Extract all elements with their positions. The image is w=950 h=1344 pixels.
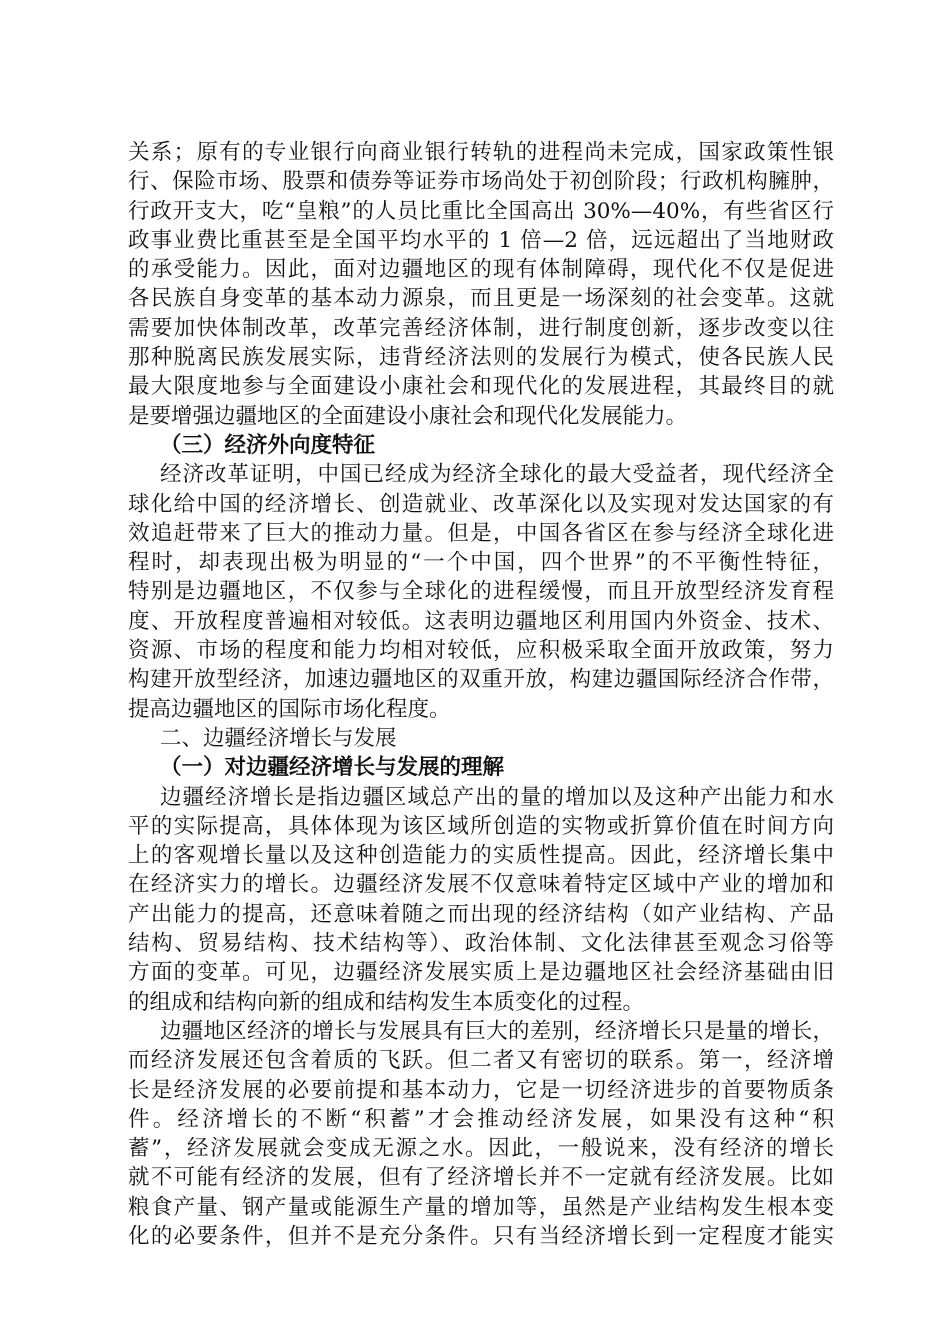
text-line: 平的实际提高，具体体现为该区域所创造的实物或折算价值在时间方向 [128, 813, 834, 839]
text-line: 提高边疆地区的国际市场化程度。 [128, 696, 451, 722]
text-line: 构建开放型经济，加速边疆地区的双重开放，构建边疆国际经济合作带， [128, 667, 834, 693]
document-body [128, 138, 834, 1251]
text-line: 结构、贸易结构、技术结构等）、政治体制、文化法律甚至观念习俗等 [128, 931, 834, 957]
text-line: 需要加快体制改革，改革完善经济体制，进行制度创新，逐步改变以往 [128, 315, 834, 341]
text-line: 经济改革证明，中国已经成为经济全球化的最大受益者，现代经济全 [160, 462, 834, 488]
text-line: 球化给中国的经济增长、创造就业、改革深化以及实现对发达国家的有 [128, 491, 834, 517]
text-line: 件。经济增长的不断“积蓄”才会推动经济发展，如果没有这种“积 [128, 1106, 834, 1132]
text-line: 程时，却表现出极为明显的“一个中国，四个世界”的不平衡性特征， [128, 550, 834, 576]
text-line: 化的必要条件，但并不是充分条件。只有当经济增长到一定程度才能实 [128, 1223, 834, 1249]
text-line: 方面的变革。可见，边疆经济发展实质上是边疆地区社会经济基础由旧 [128, 960, 834, 986]
text-line: 在经济实力的增长。边疆经济发展不仅意味着特定区域中产业的增加和 [128, 872, 834, 898]
text-line: 各民族自身变革的基本动力源泉，而且更是一场深刻的社会变革。这就 [128, 286, 834, 312]
text-line: 最大限度地参与全面建设小康社会和现代化的发展进程，其最终目的就 [128, 374, 834, 400]
section-heading: （一）对边疆经济增长与发展的理解 [160, 755, 505, 781]
text-line: 产出能力的提高，还意味着随之而出现的经济结构（如产业结构、产品 [128, 901, 834, 927]
paragraph-growth-definition [128, 783, 834, 1017]
text-line: 而经济发展还包含着质的飞跃。但二者又有密切的联系。第一，经济增 [128, 1048, 834, 1074]
text-line: 的组成和结构向新的组成和结构发生本质变化的过程。 [128, 989, 645, 1015]
paragraph-openness [128, 460, 834, 724]
text-line: 资源、市场的程度和能力均相对较低，应积极采取全面开放政策，努力 [128, 638, 834, 664]
text-line: 行政开支大，吃“皇粮”的人员比重比全国高出 30%—40%，有些省区行 [128, 198, 834, 224]
text-line: 蓄”，经济发展就会变成无源之水。因此，一般说来，没有经济的增长 [128, 1136, 834, 1162]
text-line: 政事业费比重甚至是全国平均水平的 1 倍—2 倍，远远超出了当地财政 [128, 227, 834, 253]
text-line: 粮食产量、钢产量或能源生产量的增加等，虽然是产业结构发生根本变 [128, 1194, 834, 1220]
chapter-heading: 二、边疆经济增长与发展 [160, 725, 397, 751]
text-line: 边疆经济增长是指边疆区域总产出的量的增加以及这种产出能力和水 [160, 784, 834, 810]
text-line: 关系；原有的专业银行向商业银行转轨的进程尚未完成，国家政策性银 [128, 140, 834, 165]
text-line: 的承受能力。因此，面对边疆地区的现有体制障碍，现代化不仅是促进 [128, 257, 834, 283]
text-line: 长是经济发展的必要前提和基本动力，它是一切经济进步的首要物质条 [128, 1077, 834, 1103]
text-line: 上的客观增长量以及这种创造能力的实质性提高。因此，经济增长集中 [128, 843, 834, 869]
text-line: 特别是边疆地区，不仅参与全球化的进程缓慢，而且开放型经济发育程 [128, 579, 834, 605]
text-line: 是要增强边疆地区的全面建设小康社会和现代化发展能力。 [128, 403, 688, 429]
paragraph-institutional-barriers [128, 138, 834, 431]
text-line: 效追赶带来了巨大的推动力量。但是，中国各省区在参与经济全球化进 [128, 520, 834, 546]
section-heading: （三）经济外向度特征 [160, 432, 376, 458]
text-line: 就不可能有经济的发展，但有了经济增长并不一定就有经济发展。比如 [128, 1165, 834, 1191]
text-line: 边疆地区经济的增长与发展具有巨大的差别，经济增长只是量的增长， [160, 1018, 834, 1044]
text-line: 行、保险市场、股票和债券等证券市场尚处于初创阶段；行政机构臃肿， [128, 169, 834, 195]
text-line: 度、开放程度普遍相对较低。这表明边疆地区利用国内外资金、技术、 [128, 608, 834, 634]
text-line: 那种脱离民族发展实际，违背经济法则的发展行为模式，使各民族人民 [128, 345, 834, 371]
paragraph-growth-vs-development [128, 1017, 834, 1251]
